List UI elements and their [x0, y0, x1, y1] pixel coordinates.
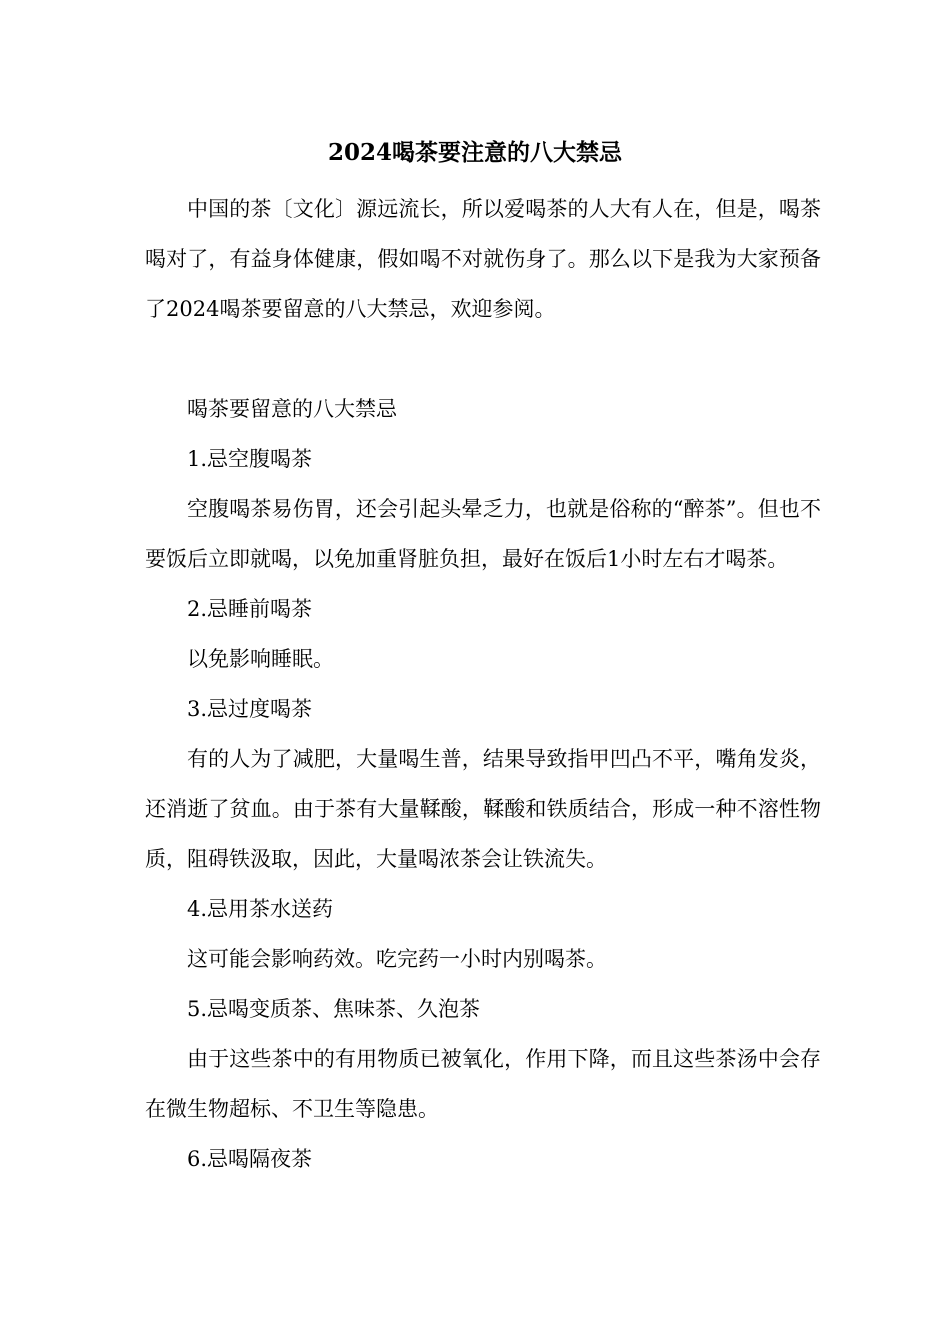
- item-text-3: 有的人为了减肥，大量喝生普，结果导致指甲凹凸不平，嘴角发炎，还消逝了贫血。由于茶有大量鞣酸，鞣酸和铁质结合，形成一种不溶性物质，阻碍铁汲取，因此，大量喝浓茶会让铁流失。: [145, 747, 821, 871]
- paragraph-gap: [145, 334, 821, 384]
- item-heading-4: 4.忌用茶水送药: [187, 897, 334, 921]
- intro-paragraph: 中国的茶〔文化〕源远流长，所以爱喝茶的人大有人在，但是，喝茶喝对了，有益身体健康，假如喝不对就伤身了。那么以下是我为大家预备了2024喝茶要留意的八大禁忌，欢迎参阅。: [145, 197, 821, 321]
- item-text-1: 空腹喝茶易伤胃，还会引起头晕乏力，也就是俗称的“醉茶”。但也不要饭后立即就喝，以免加重肾脏负担，最好在饭后1小时左右才喝茶。: [145, 497, 821, 571]
- item-text-2: 以免影响睡眠。: [187, 647, 334, 671]
- section-heading: 喝茶要留意的八大禁忌: [187, 397, 397, 421]
- item-heading-1: 1.忌空腹喝茶: [187, 447, 313, 471]
- item-heading-5: 5.忌喝变质茶、焦味茶、久泡茶: [187, 997, 481, 1021]
- item-text-5: 由于这些茶中的有用物质已被氧化，作用下降，而且这些茶汤中会存在微生物超标、不卫生等隐患。: [145, 1047, 821, 1121]
- item-heading-6: 6.忌喝隔夜茶: [187, 1147, 313, 1171]
- item-text-4: 这可能会影响药效。吃完药一小时内别喝茶。: [187, 947, 607, 971]
- document-body: [145, 184, 821, 1184]
- item-heading-3: 3.忌过度喝茶: [187, 697, 313, 721]
- document-title: 2024喝茶要注意的八大禁忌: [327, 139, 622, 166]
- item-heading-2: 2.忌睡前喝茶: [187, 597, 313, 621]
